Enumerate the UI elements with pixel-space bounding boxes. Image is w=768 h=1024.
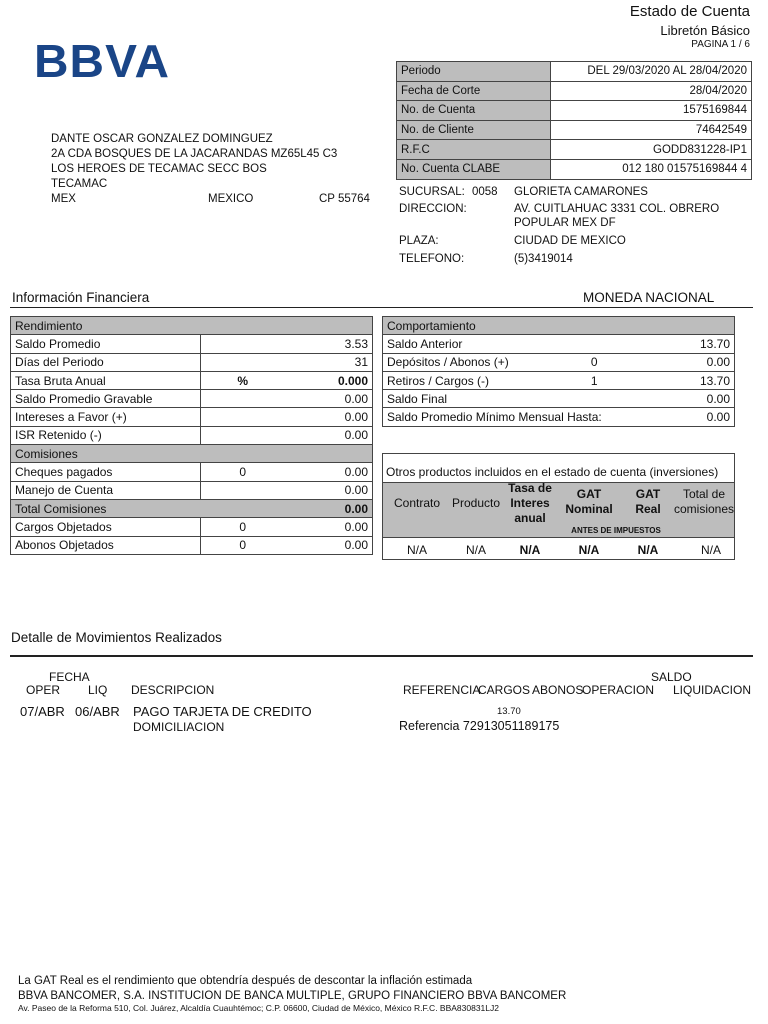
account-row: [397, 120, 752, 140]
table-row: [383, 335, 735, 353]
address-state: MEXICO: [208, 193, 254, 205]
col-liq: LIQ: [88, 683, 108, 697]
account-label: Periodo: [397, 62, 551, 82]
bbva-logo: [34, 36, 174, 82]
row-label: Manejo de Cuenta: [11, 481, 201, 499]
col-gat-real: [623, 487, 673, 517]
row-value: 0.00: [285, 463, 373, 481]
financial-divider: [10, 307, 753, 308]
row-mid: 0: [200, 518, 285, 536]
address-line-1: 2A CDA BOSQUES DE LA JACARANDAS MZ65L45 C3: [51, 148, 338, 160]
table-row: [11, 335, 373, 353]
address-country: MEX: [51, 193, 76, 205]
col-gat-real-line-2: Real: [635, 502, 661, 516]
account-value: 012 180 01575169844 4: [551, 159, 752, 179]
address-cp: CP 55764: [319, 193, 370, 205]
sucursal-number: 0058: [472, 186, 498, 198]
col-contrato: Contrato: [393, 496, 441, 510]
footer-bank-name: BBVA BANCOMER, S.A. INSTITUCION DE BANCA MULTIPLE, GRUPO FINANCIERO BBVA BANCOMER: [18, 990, 567, 1002]
page-number: PAGINA 1 / 6: [691, 39, 750, 50]
row-mid: [200, 335, 285, 353]
otros-productos-box: [382, 453, 735, 560]
account-row: [397, 62, 752, 82]
row-mid: %: [200, 371, 285, 389]
col-abonos: ABONOS: [532, 683, 584, 697]
table-row: [11, 408, 373, 426]
row-mid: [554, 335, 634, 353]
table-row: [383, 371, 735, 389]
row-value: 13.70: [634, 371, 734, 389]
col-total-line-2: comisiones: [673, 502, 735, 516]
row-mid: 1: [554, 371, 634, 389]
col-tasa-line-1: Tasa de: [508, 481, 552, 495]
movement-description-2: DOMICILIACION: [133, 720, 225, 734]
row-label: Saldo Promedio: [11, 335, 201, 353]
movement-referencia: Referencia 72913051189175: [399, 719, 560, 733]
footer-gat-note: La GAT Real es el rendimiento que obtendría después de descontar la inflación estimada: [18, 975, 473, 987]
account-label: No. Cuenta CLABE: [397, 159, 551, 179]
account-value: GODD831228-IP1: [551, 140, 752, 160]
row-value: 0.00: [285, 426, 373, 444]
customer-name: DANTE OSCAR GONZALEZ DOMINGUEZ: [51, 133, 273, 145]
document-subtitle: Libretón Básico: [660, 23, 750, 38]
row-label: Saldo Promedio Gravable: [11, 390, 201, 408]
account-value: DEL 29/03/2020 AL 28/04/2020: [551, 62, 752, 82]
row-mid: [200, 353, 285, 371]
rendimiento-table: [10, 316, 373, 555]
col-gat-nominal-line-1: GAT: [576, 487, 602, 501]
row-mid: [200, 426, 285, 444]
telefono-value: (5)3419014: [514, 253, 573, 265]
movement-description: PAGO TARJETA DE CREDITO: [133, 704, 312, 719]
value-gat-real: N/A: [637, 543, 659, 557]
col-total-comisiones: [673, 487, 735, 517]
row-label: Saldo Anterior: [383, 335, 555, 353]
logo-text: BBVA: [34, 36, 170, 82]
address-line-3: TECAMAC: [51, 178, 108, 190]
row-value: 0.00: [285, 518, 373, 536]
sucursal-name: GLORIETA CAMARONES: [514, 186, 648, 198]
movimientos-title: Detalle de Movimientos Realizados: [11, 630, 222, 645]
account-row: [397, 81, 752, 101]
account-label: No. de Cliente: [397, 120, 551, 140]
col-tasa-line-2: Interes: [510, 496, 550, 510]
row-value: 31: [285, 353, 373, 371]
account-row: [397, 159, 752, 179]
col-cargos: CARGOS: [478, 683, 531, 697]
comportamiento-table: [382, 316, 735, 427]
table-row: [11, 518, 373, 536]
account-row: [397, 101, 752, 121]
account-info-table: [396, 61, 752, 180]
row-mid: 0: [200, 463, 285, 481]
value-producto: N/A: [465, 543, 486, 557]
row-value: 0.00: [634, 408, 734, 426]
comisiones-header: Comisiones: [11, 445, 373, 463]
row-value: 0.00: [285, 481, 373, 499]
col-liquidacion: LIQUIDACION: [673, 683, 752, 697]
account-value: 1575169844: [551, 101, 752, 121]
value-total-comisiones: N/A: [700, 543, 721, 557]
row-label: Abonos Objetados: [11, 536, 201, 554]
col-descripcion: DESCRIPCION: [131, 683, 215, 697]
document-title: Estado de Cuenta: [629, 3, 750, 20]
direccion-line-1: AV. CUITLAHUAC 3331 COL. OBRERO: [514, 203, 720, 215]
rendimiento-header: Rendimiento: [11, 317, 373, 335]
col-fecha: FECHA: [49, 670, 90, 684]
row-mid: [200, 390, 285, 408]
account-value: 74642549: [551, 120, 752, 140]
value-tasa: N/A: [519, 543, 541, 557]
col-oper: OPER: [26, 683, 61, 697]
currency-label: MONEDA NACIONAL: [583, 290, 715, 305]
row-mid: 0: [200, 536, 285, 554]
row-label: ISR Retenido (-): [11, 426, 201, 444]
col-tasa-line-3: anual: [514, 511, 546, 525]
movement-cargo: 13.70: [497, 706, 521, 717]
col-total-line-1: Total de: [682, 487, 726, 501]
financial-info-title: Información Financiera: [12, 290, 150, 305]
telefono-label: TELEFONO:: [399, 253, 465, 265]
otros-header-band: [383, 482, 734, 538]
movimientos-divider: [10, 655, 753, 657]
total-comisiones-label: Total Comisiones: [11, 499, 285, 517]
table-row: [11, 390, 373, 408]
footer-address: Av. Paseo de la Reforma 510, Col. Juárez, Alcaldía Cuauhtémoc; C.P. 06600, Ciudad de México, México R.F.C. BBA830831LJ2: [18, 1003, 499, 1013]
value-contrato: N/A: [406, 543, 427, 557]
value-gat-nominal: N/A: [578, 543, 600, 557]
row-value: 13.70: [634, 335, 734, 353]
row-label: Retiros / Cargos (-): [383, 371, 555, 389]
col-producto: Producto: [451, 496, 501, 510]
row-label: Cargos Objetados: [11, 518, 201, 536]
row-label: Días del Periodo: [11, 353, 201, 371]
table-row: [11, 463, 373, 481]
row-label: Intereses a Favor (+): [11, 408, 201, 426]
col-tasa: [505, 481, 555, 526]
movement-oper-date: 07/ABR: [20, 704, 65, 719]
table-row: [383, 317, 735, 335]
row-mid: 0: [554, 353, 634, 371]
account-label: No. de Cuenta: [397, 101, 551, 121]
comportamiento-header: Comportamiento: [383, 317, 735, 335]
otros-productos-title: Otros productos incluidos en el estado de cuenta (inversiones): [386, 465, 719, 479]
direccion-label: DIRECCION:: [399, 203, 467, 215]
direccion-line-2: POPULAR MEX DF: [514, 217, 616, 229]
account-value: 28/04/2020: [551, 81, 752, 101]
row-value: 0.00: [634, 390, 734, 408]
account-label: Fecha de Corte: [397, 81, 551, 101]
row-value: 3.53: [285, 335, 373, 353]
col-referencia: REFERENCIA: [403, 683, 481, 697]
row-value: 0.00: [285, 390, 373, 408]
table-row: [11, 353, 373, 371]
col-gat-real-line-1: GAT: [635, 487, 661, 501]
plaza-label: PLAZA:: [399, 235, 439, 247]
sucursal-label: SUCURSAL:: [399, 186, 465, 198]
col-saldo: SALDO: [651, 670, 692, 684]
account-row: [397, 140, 752, 160]
table-row: [11, 371, 373, 389]
row-mid: [200, 408, 285, 426]
table-row: [383, 390, 735, 408]
table-row: [11, 445, 373, 463]
row-label: Saldo Final: [383, 390, 555, 408]
row-value: 0.00: [285, 536, 373, 554]
table-row: [11, 481, 373, 499]
address-line-2: LOS HEROES DE TECAMAC SECC BOS: [51, 163, 267, 175]
total-comisiones-value: 0.00: [285, 499, 373, 517]
col-gat-nominal: [559, 487, 619, 517]
table-row: [11, 499, 373, 517]
table-row: [383, 408, 735, 426]
row-value: 0.00: [634, 353, 734, 371]
antes-impuestos-label: ANTES DE IMPUESTOS: [571, 526, 661, 535]
row-mid: [200, 481, 285, 499]
row-value: 0.00: [285, 408, 373, 426]
plaza-value: CIUDAD DE MEXICO: [514, 235, 626, 247]
col-operacion: OPERACION: [582, 683, 655, 697]
row-label: Cheques pagados: [11, 463, 201, 481]
col-gat-nominal-line-2: Nominal: [565, 502, 613, 516]
account-label: R.F.C: [397, 140, 551, 160]
row-label: Saldo Promedio Mínimo Mensual Hasta:: [383, 408, 635, 426]
table-row: [11, 426, 373, 444]
movement-liq-date: 06/ABR: [75, 704, 120, 719]
row-label: Tasa Bruta Anual: [11, 371, 201, 389]
table-row: [383, 353, 735, 371]
row-mid: [554, 390, 634, 408]
table-row: [11, 317, 373, 335]
row-label: Depósitos / Abonos (+): [383, 353, 555, 371]
row-value: 0.000: [285, 371, 373, 389]
table-row: [11, 536, 373, 554]
